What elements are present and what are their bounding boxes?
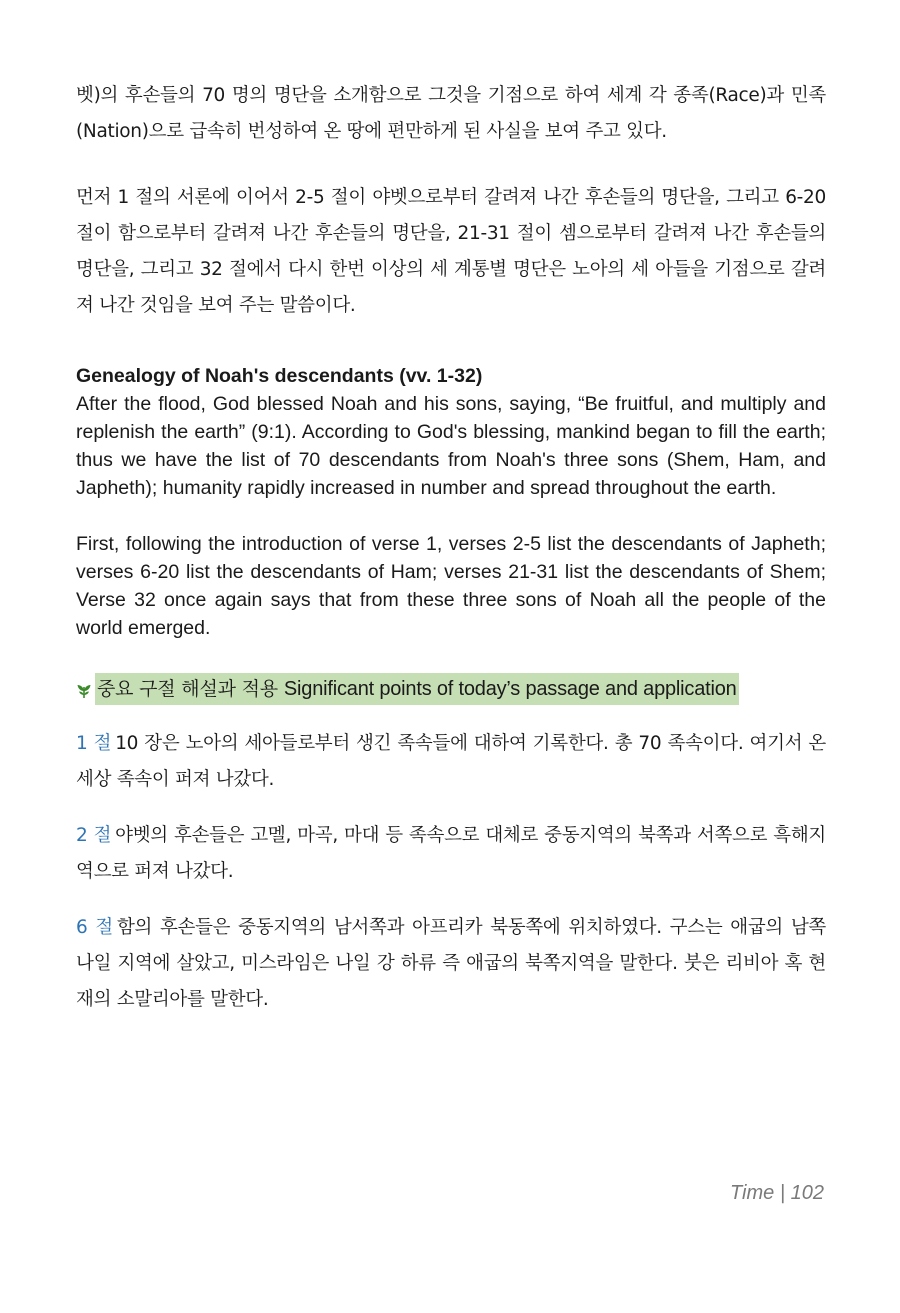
footer-label: Time [730,1182,775,1204]
verse-note [76,818,826,890]
section-title [95,673,739,705]
section-title-korean: 중요 구절 해설과 적용 [97,678,278,700]
verse-ref: 1 절 [76,733,112,754]
verse-note [76,726,826,798]
page-footer [730,1182,824,1205]
verse-text: 야벳의 후손들은 고멜, 마곡, 마대 등 족속으로 대체로 중동지역의 북쪽과 서쪽으로 흑해지역으로 퍼져 나갔다. [76,825,827,882]
footer-separator: | [779,1182,786,1204]
verse-ref: 2 절 [76,825,112,846]
korean-paragraph-2: 먼저 1 절의 서론에 이어서 2-5 절이 야벳으로부터 갈려져 나간 후손들의 명단을, 그리고 6-20 절이 함으로부터 갈려져 나간 후손들의 명단을, 21-31 절이 셈으로부터 갈려져 나간 후손들의 명단을, 그리고 32 절에서 다시 한번 이상의 세 계통별 명단은 노아의 세 아들을 기점으로 갈려져 나간 것임을 보여 주는 말씀이다. [76,187,826,316]
english-heading: Genealogy of Noah's descendants (vv. 1-32) [76,365,483,387]
section-title-english: Significant points of today’s passage and application [283,678,737,700]
page-content [76,78,826,1018]
verse-note [76,910,826,1018]
page-number: 102 [790,1182,824,1204]
verse-text: 10 장은 노아의 세아들로부터 생긴 족속들에 대하여 기록한다. 총 70 족속이다. 여기서 온 세상 족속이 퍼져 나갔다. [76,733,826,790]
korean-paragraph-1: 벳)의 후손들의 70 명의 명단을 소개함으로 그것을 기점으로 하여 세계 각 종족(Race)과 민족(Nation)으로 급속히 번성하여 온 땅에 편만하게 된 사실을 보여 주고 있다. [76,85,826,142]
section-header [76,672,826,706]
sprout-icon [76,679,92,699]
verse-text: 함의 후손들은 중동지역의 남서쪽과 아프리카 북동쪽에 위치하였다. 구스는 애굽의 남쪽 나일 지역에 살았고, 미스라임은 나일 강 하류 즉 애굽의 북쪽지역을 말한다. 붓은 리비아 혹 현재의 소말리아를 말한다. [76,917,827,1010]
english-section [76,362,826,642]
english-paragraph-1: After the flood, God blessed Noah and his sons, saying, “Be fruitful, and multiply and replenish the earth” (9:1). According to God's blessing, mankind began to fill the earth; thus we have the list of 70 descendants from Noah's three sons (Shem, Ham, and Japheth); humanity rapidly increased in number and spread throughout the earth. [76,393,826,499]
english-paragraph-2: First, following the introduction of verse 1, verses 2-5 list the descendants of Japheth; verses 6-20 list the descendants of Ham; verses 21-31 list the descendants of Shem; Verse 32 once again says that from these three sons of Noah all the people of the world emerged. [76,533,826,639]
verse-ref: 6 절 [76,917,113,938]
